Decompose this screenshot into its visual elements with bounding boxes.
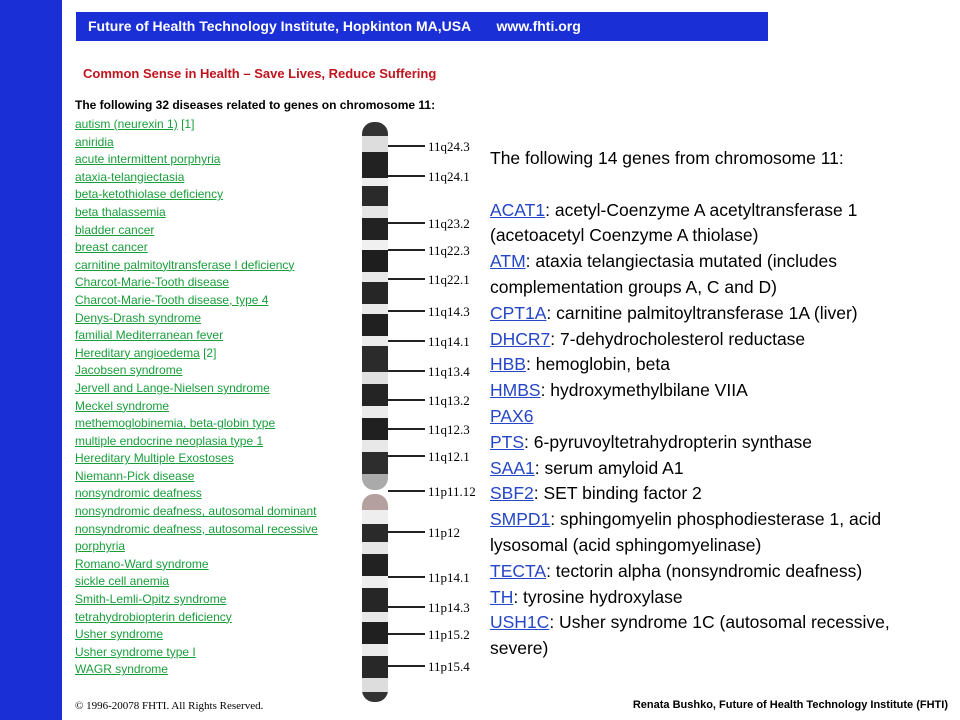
disease-item [75, 398, 365, 416]
chromosome-band [362, 418, 388, 440]
disease-item [75, 468, 365, 486]
chromosome-band [362, 524, 388, 542]
chromosome-band [362, 644, 388, 656]
disease-link[interactable]: Hereditary angioedema [75, 345, 200, 360]
band-label: 11p12 [428, 525, 461, 540]
disease-link[interactable]: Usher syndrome [75, 627, 164, 642]
chromosome-band [362, 346, 388, 372]
gene-symbol-link[interactable]: SAA1 [490, 457, 535, 478]
gene-symbol-link[interactable]: TECTA [490, 560, 547, 581]
chromosome-band [362, 474, 388, 490]
disease-item [75, 433, 365, 451]
disease-link[interactable]: Denys-Drash syndrome [75, 310, 202, 325]
disease-item [75, 485, 365, 503]
disease-reference-link[interactable]: [2] [203, 345, 217, 360]
disease-item [75, 345, 365, 363]
disease-item [75, 644, 365, 662]
chromosome-band [362, 576, 388, 588]
disease-item [75, 626, 365, 644]
chromosome-band [362, 218, 388, 240]
gene-item [490, 456, 950, 482]
disease-link[interactable]: Niemann-Pick disease [75, 468, 195, 483]
disease-item [75, 591, 365, 609]
disease-link[interactable]: acute intermittent porphyria [75, 152, 221, 167]
gene-description: : carnitine palmitoyltransferase 1A (liver) [546, 302, 858, 323]
disease-link[interactable]: Meckel syndrome [75, 398, 170, 413]
chromosome-11-ideogram [355, 122, 480, 704]
chromosome-band-labels [388, 139, 476, 674]
disease-link[interactable]: Charcot-Marie-Tooth disease [75, 275, 230, 290]
chromosome-band [362, 152, 388, 178]
left-accent-bar [0, 0, 62, 720]
disease-link[interactable]: Usher syndrome type I [75, 644, 196, 659]
disease-item [75, 415, 365, 433]
chromosome-band [362, 240, 388, 250]
gene-symbol-link[interactable]: HBB [490, 354, 526, 375]
gene-item [490, 481, 950, 507]
chromosome-band [362, 384, 388, 406]
disease-item [75, 573, 365, 591]
band-label: 11q14.3 [428, 304, 470, 319]
chromosome-band [362, 542, 388, 554]
chromosome-band [362, 588, 388, 612]
gene-item [490, 404, 950, 430]
disease-link[interactable]: tetrahydrobiopterin deficiency [75, 609, 232, 624]
disease-item [75, 503, 365, 521]
disease-item [75, 151, 365, 169]
band-label: 11q24.3 [428, 139, 470, 154]
gene-description: : 6-pyruvoyltetrahydropterin synthase [524, 431, 812, 452]
disease-link[interactable]: beta thalassemia [75, 204, 166, 219]
band-label: 11q14.1 [428, 334, 470, 349]
chromosome-band [362, 178, 388, 186]
band-label: 11q23.2 [428, 216, 470, 231]
chromosome-band [362, 692, 388, 702]
band-label: 11p15.2 [428, 627, 470, 642]
chromosome-band [362, 510, 388, 524]
diseases-title: The following 32 diseases related to genes on chromosome 11: [75, 98, 436, 112]
gene-symbol-link[interactable]: SBF2 [490, 483, 534, 504]
disease-item [75, 257, 365, 275]
disease-link[interactable]: Hereditary Multiple Exostoses [75, 451, 234, 466]
disease-item [75, 292, 365, 310]
disease-link[interactable]: Romano-Ward syndrome [75, 556, 209, 571]
disease-item [75, 609, 365, 627]
disease-item [75, 169, 365, 187]
chromosome-band [362, 314, 388, 336]
gene-symbol-link[interactable]: PAX6 [490, 405, 534, 426]
gene-item [490, 507, 950, 559]
chromosome-band [362, 336, 388, 346]
chromosome-band [362, 304, 388, 314]
institute-name: Future of Health Technology Institute, Hopkinton MA,USA [88, 18, 471, 34]
disease-item [75, 310, 365, 328]
chromosome-band [362, 250, 388, 272]
disease-item [75, 661, 365, 679]
chromosome-band [362, 206, 388, 218]
disease-item [75, 204, 365, 222]
chromosome-band [362, 122, 388, 136]
disease-item [75, 362, 365, 380]
chromosome-band [362, 136, 388, 152]
disease-item [75, 327, 365, 345]
disease-link[interactable]: bladder cancer [75, 222, 155, 237]
gene-symbol-link[interactable]: ACAT1 [490, 199, 546, 220]
band-label: 11q12.3 [428, 422, 470, 437]
gene-symbol-link[interactable]: TH [490, 586, 514, 607]
chromosome-band [362, 452, 388, 474]
gene-item [490, 327, 950, 353]
gene-item [490, 585, 950, 611]
disease-link[interactable]: Smith-Lemli-Opitz syndrome [75, 592, 227, 607]
band-label: 11p15.4 [428, 659, 470, 674]
disease-item [75, 274, 365, 292]
chromosome-band [362, 612, 388, 622]
chromosome-band [362, 678, 388, 692]
gene-item [490, 559, 950, 585]
disease-link[interactable]: nonsyndromic deafness, autosomal dominant [75, 504, 317, 519]
gene-item [490, 610, 950, 662]
gene-item [490, 249, 950, 301]
band-label: 11q12.1 [428, 449, 470, 464]
tagline: Common Sense in Health – Save Lives, Reduce Suffering [83, 66, 437, 81]
gene-description: : 7-dehydrocholesterol reductase [550, 328, 806, 349]
author-credit: Renata Bushko, Future of Health Technology Institute (FHTI) [632, 699, 948, 711]
gene-item [490, 301, 950, 327]
band-label: 11p11.12 [428, 484, 476, 499]
copyright: © 1996-20078 FHTI. All Rights Reserved. [75, 700, 264, 712]
disease-item [75, 134, 365, 152]
chromosome-band [362, 440, 388, 452]
institute-url[interactable]: www.fhti.org [496, 18, 581, 34]
gene-symbol-link[interactable]: CPT1A [490, 302, 547, 323]
disease-reference-link[interactable]: [1] [181, 117, 195, 131]
disease-link[interactable]: carnitine palmitoyltransferase I deficiency [75, 257, 295, 272]
disease-item [75, 556, 365, 574]
disease-link[interactable]: beta-ketothiolase deficiency [75, 187, 224, 202]
chromosome-band [362, 622, 388, 644]
gene-symbol-link[interactable]: SMPD1 [490, 509, 551, 530]
gene-symbol-link[interactable]: DHCR7 [490, 328, 551, 349]
disease-link[interactable]: ataxia-telangiectasia [75, 169, 185, 184]
gene-symbol-link[interactable]: HMBS [490, 380, 541, 401]
disease-item [75, 450, 365, 468]
band-label: 11q13.2 [428, 393, 470, 408]
chromosome-band [362, 656, 388, 678]
chromosome-band [362, 372, 388, 384]
chromosome-band [362, 554, 388, 576]
gene-description: : hemoglobin, beta [525, 354, 670, 375]
gene-description: : serum amyloid A1 [534, 457, 684, 478]
gene-description: : SET binding factor 2 [533, 483, 702, 504]
chromosome-band [362, 494, 388, 510]
gene-symbol-link[interactable]: USH1C [490, 612, 550, 633]
band-label: 11p14.1 [428, 570, 470, 585]
disease-link[interactable]: familial Mediterranean fever [75, 328, 224, 343]
header-banner [76, 12, 768, 41]
chromosome-band [362, 272, 388, 282]
gene-item [490, 378, 950, 404]
gene-symbol-link[interactable]: PTS [490, 431, 525, 452]
band-label: 11q22.3 [428, 243, 470, 258]
disease-link[interactable]: multiple endocrine neoplasia type 1 [75, 433, 264, 448]
gene-description: : tyrosine hydroxylase [513, 586, 683, 607]
gene-list [490, 146, 950, 662]
chromosome-body [362, 122, 388, 702]
gene-description: : Usher syndrome 1C (autosomal recessive, severe) [490, 612, 890, 659]
gene-description: : hydroxymethylbilane VIIA [540, 380, 748, 401]
disease-link[interactable]: breast cancer [75, 240, 148, 255]
band-label: 11q24.1 [428, 169, 470, 184]
band-label: 11q13.4 [428, 364, 470, 379]
disease-link[interactable]: sickle cell anemia [75, 574, 170, 589]
disease-link[interactable]: nonsyndromic deafness, autosomal recessive [75, 521, 318, 536]
disease-link[interactable]: WAGR syndrome [75, 662, 168, 677]
disease-link[interactable]: Jervell and Lange-Nielsen syndrome [75, 380, 270, 395]
disease-item [75, 116, 365, 134]
disease-item [75, 521, 365, 539]
chromosome-band [362, 186, 388, 206]
disease-link[interactable]: Charcot-Marie-Tooth disease, type 4 [75, 292, 269, 307]
disease-link[interactable]: porphyria [75, 539, 126, 554]
gene-description: : acetyl-Coenzyme A acetyltransferase 1 (acetoacetyl Coenzyme A thiolase) [490, 199, 858, 246]
gene-symbol-link[interactable]: ATM [490, 251, 526, 272]
gene-description: : sphingomyelin phosphodiesterase 1, acid lysosomal (acid sphingomyelinase) [490, 509, 882, 555]
chromosome-band [362, 406, 388, 418]
disease-link[interactable]: aniridia [75, 134, 114, 149]
disease-link[interactable]: methemoglobinemia, beta-globin type [75, 416, 276, 431]
gene-item [490, 430, 950, 456]
disease-item [75, 380, 365, 398]
gene-items [490, 198, 950, 662]
disease-link[interactable]: Jacobsen syndrome [75, 363, 183, 378]
disease-item [75, 222, 365, 240]
disease-list [75, 116, 365, 679]
genes-title: The following 14 genes from chromosome 11: [490, 148, 844, 168]
band-label: 11p14.3 [428, 600, 470, 615]
gene-item [490, 352, 950, 378]
disease-link[interactable]: nonsyndromic deafness [75, 486, 202, 501]
gene-description: : tectorin alpha (nonsyndromic deafness) [546, 560, 863, 581]
band-label: 11q22.1 [428, 272, 470, 287]
disease-link[interactable]: autism (neurexin 1) [75, 117, 178, 131]
gene-description: : ataxia telangiectasia mutated (includes complementation groups A, C and D) [490, 251, 837, 297]
disease-item [75, 239, 365, 257]
chromosome-band [362, 282, 388, 304]
disease-item [75, 186, 365, 204]
gene-item [490, 198, 950, 250]
disease-item [75, 538, 365, 556]
